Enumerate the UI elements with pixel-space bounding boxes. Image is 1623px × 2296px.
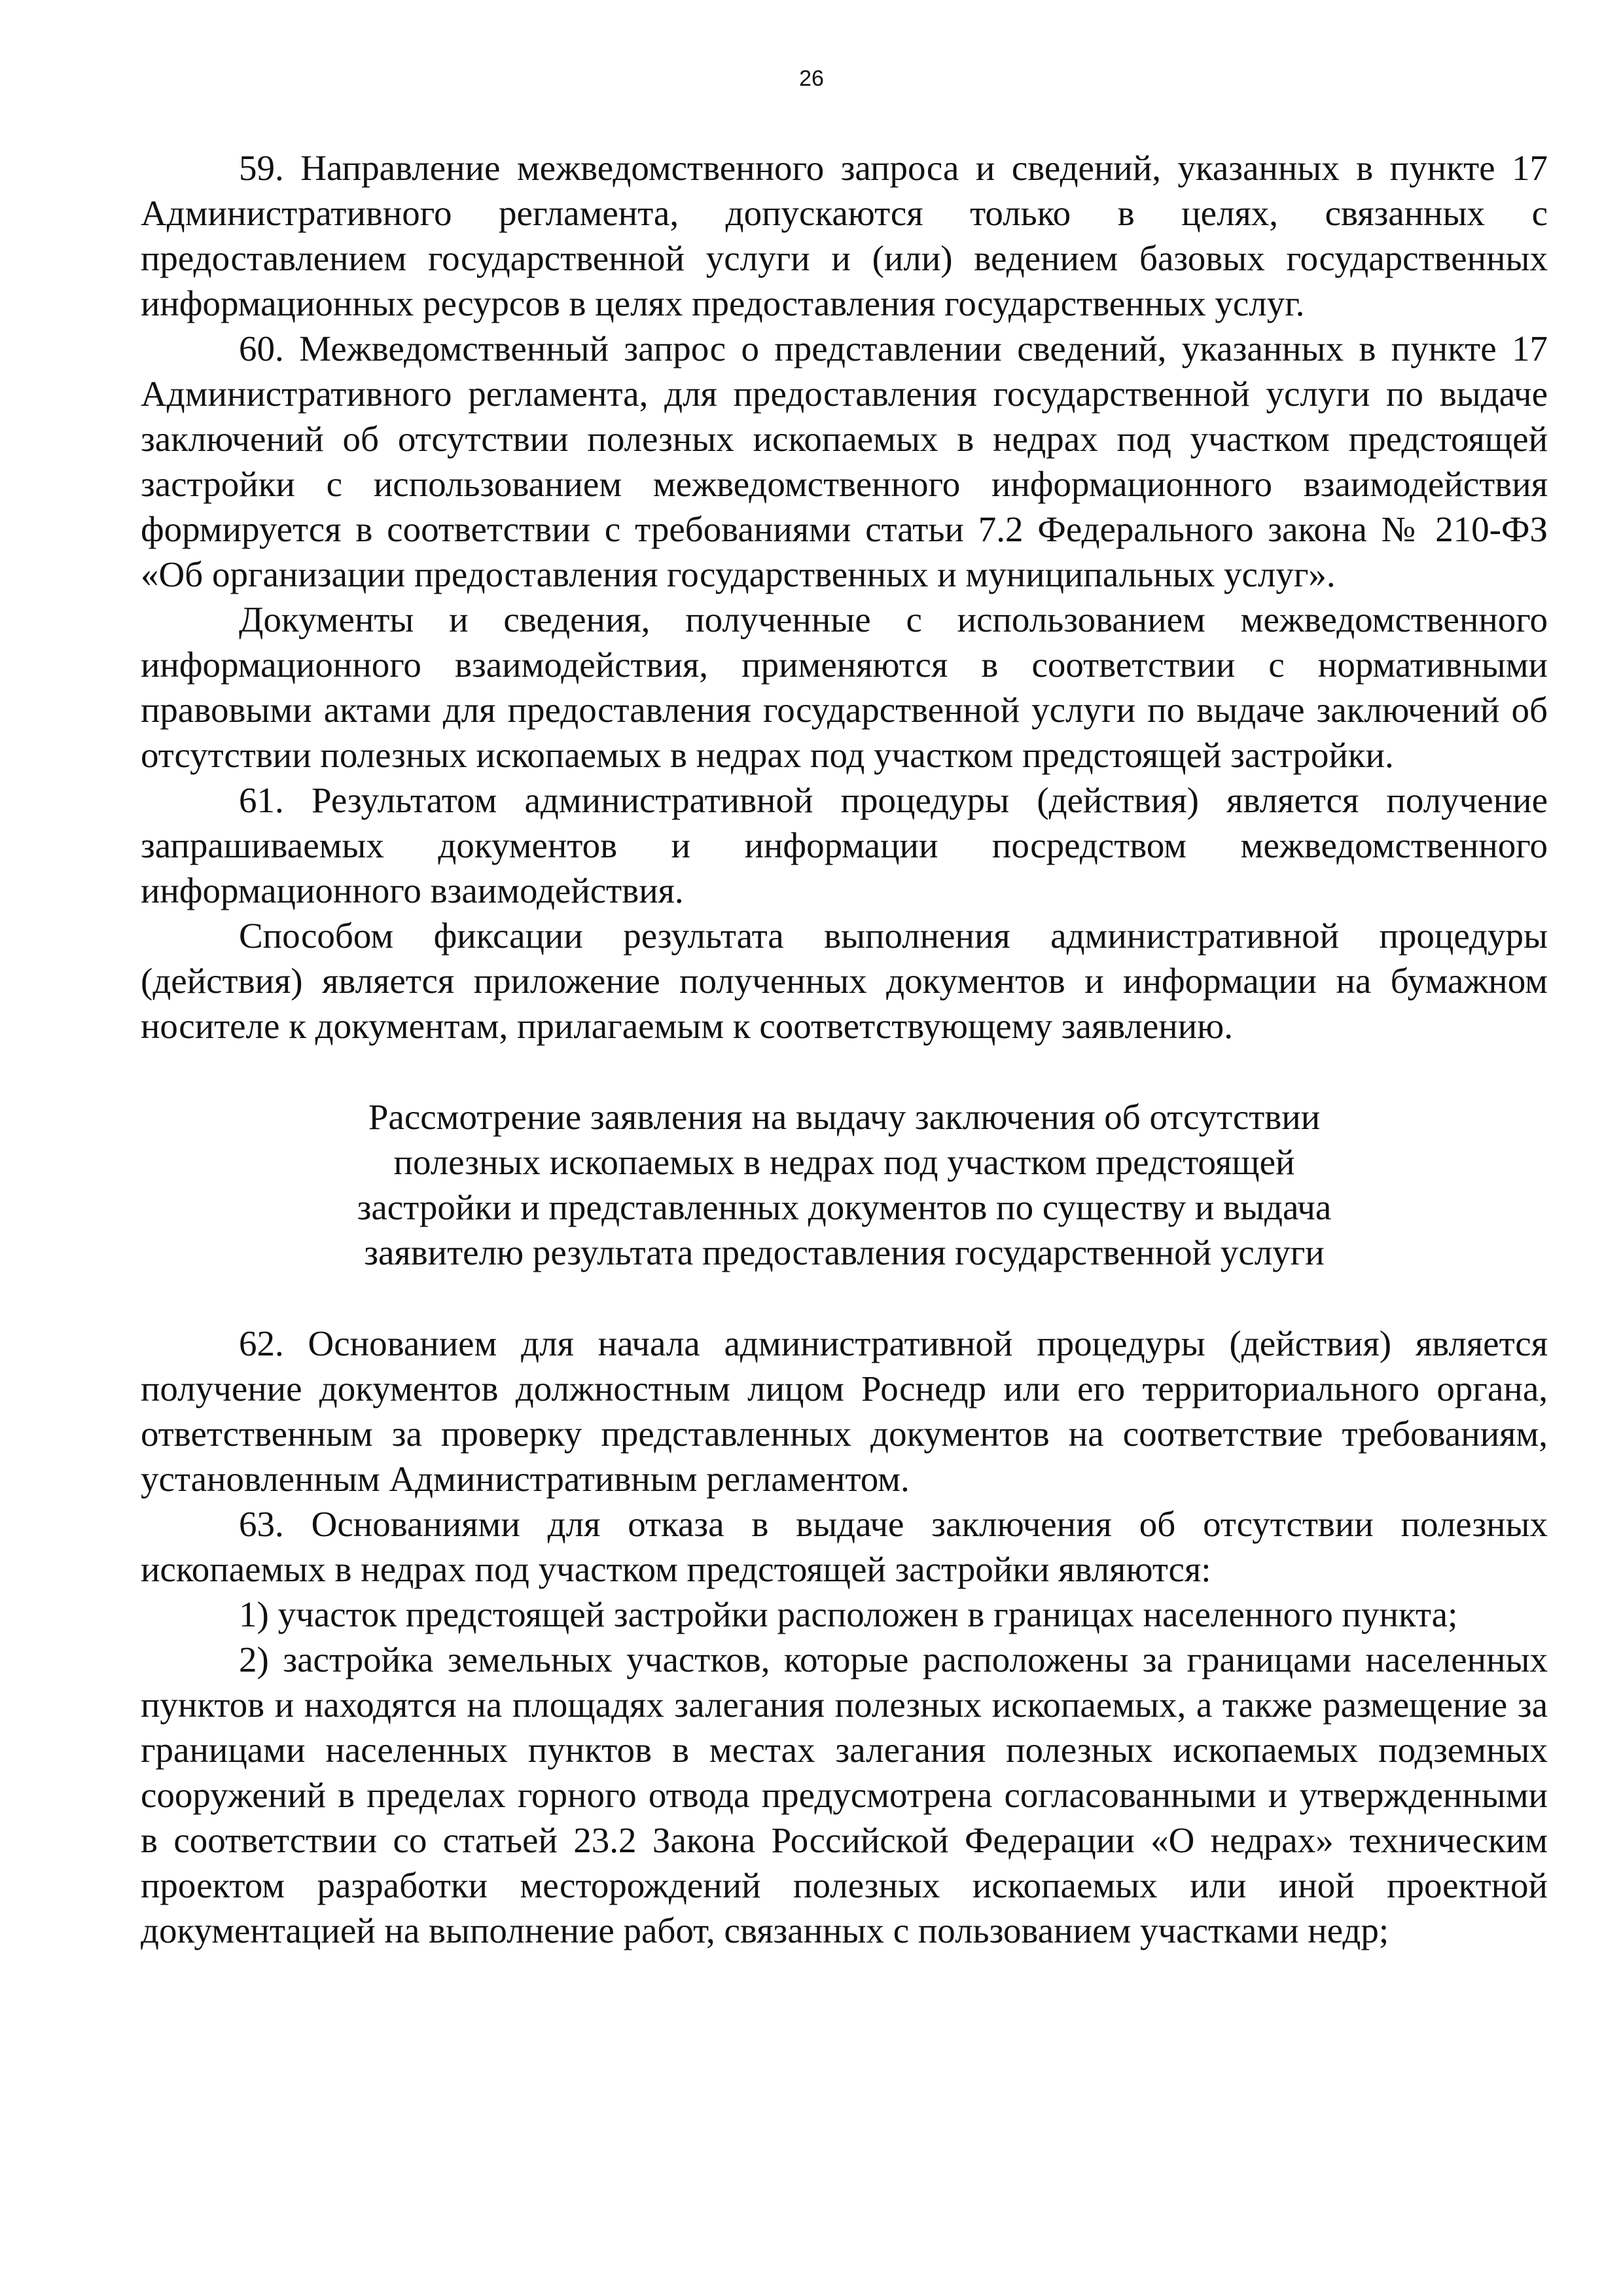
section-heading <box>141 1094 1548 1275</box>
list-item-2: 2) застройка земельных участков, которые расположены за границами населенных пунктов и находятся на площадях залегания полезных ископаемых, а также размещение за границами населенных пунктов в местах залегания полезных ископаемых подземных сооружений в пределах горного отвода предусмотрена согласованными и утвержденными в соответствии со статьей 23.2 Закона Российской Федерации «О недрах» техническим проектом разработки месторождений полезных ископаемых или иной проектной документацией на выполнение работ, связанных с пользованием участками недр; <box>141 1640 1548 1950</box>
paragraph-63: 63. Основаниями для отказа в выдаче заключения об отсутствии полезных ископаемых в недрах под участком предстоящей застройки являются: <box>141 1504 1548 1589</box>
section-heading-line: застройки и представленных документов по существу и выдача <box>357 1187 1332 1227</box>
paragraph-59: 59. Направление межведомственного запроса и сведений, указанных в пункте 17 Административного регламента, допускаются только в целях, связанных с предоставлением государственной услуги и (или) ведением базовых государственных информационных ресурсов в целях предоставления государственных услуг. <box>141 148 1548 323</box>
section-heading-line: полезных ископаемых в недрах под участком предстоящей <box>393 1142 1295 1182</box>
section-heading-line: Рассмотрение заявления на выдачу заключения об отсутствии <box>368 1097 1321 1137</box>
paragraph-61-fixation: Способом фиксации результата выполнения административной процедуры (действия) является приложение полученных документов и информации на бумажном носителе к документам, прилагаемым к соответствующему заявлению. <box>141 916 1548 1046</box>
document-body <box>141 145 1548 1953</box>
paragraph-60: 60. Межведомственный запрос о представлении сведений, указанных в пункте 17 Административного регламента, для предоставления государственной услуги по выдаче заключений об отсутствии полезных ископаемых в недрах под участком предстоящей застройки с использованием межведомственного информационного взаимодействия формируется в соответствии с требованиями статьи 7.2 Федерального закона № 210-ФЗ «Об организации предоставления государственных и муниципальных услуг». <box>141 329 1548 594</box>
paragraph-61: 61. Результатом административной процедуры (действия) является получение запрашиваемых документов и информации посредством межведомственного информационного взаимодействия. <box>141 780 1548 910</box>
paragraph-60-documents: Документы и сведения, полученные с использованием межведомственного информационного взаимодействия, применяются в соответствии с нормативными правовыми актами для предоставления государственной услуги по выдаче заключений об отсутствии полезных ископаемых в недрах под участком предстоящей застройки. <box>141 600 1548 775</box>
paragraph-62: 62. Основанием для начала административной процедуры (действия) является получение документов должностным лицом Роснедр или его территориального органа, ответственным за проверку представленных документов на соответствие требованиям, установленным Административным регламентом. <box>141 1323 1548 1499</box>
section-heading-line: заявителю результата предоставления государственной услуги <box>364 1232 1325 1272</box>
page-number: 26 <box>799 66 824 91</box>
list-item-1: 1) участок предстоящей застройки расположен в границах населенного пункта; <box>239 1594 1458 1634</box>
